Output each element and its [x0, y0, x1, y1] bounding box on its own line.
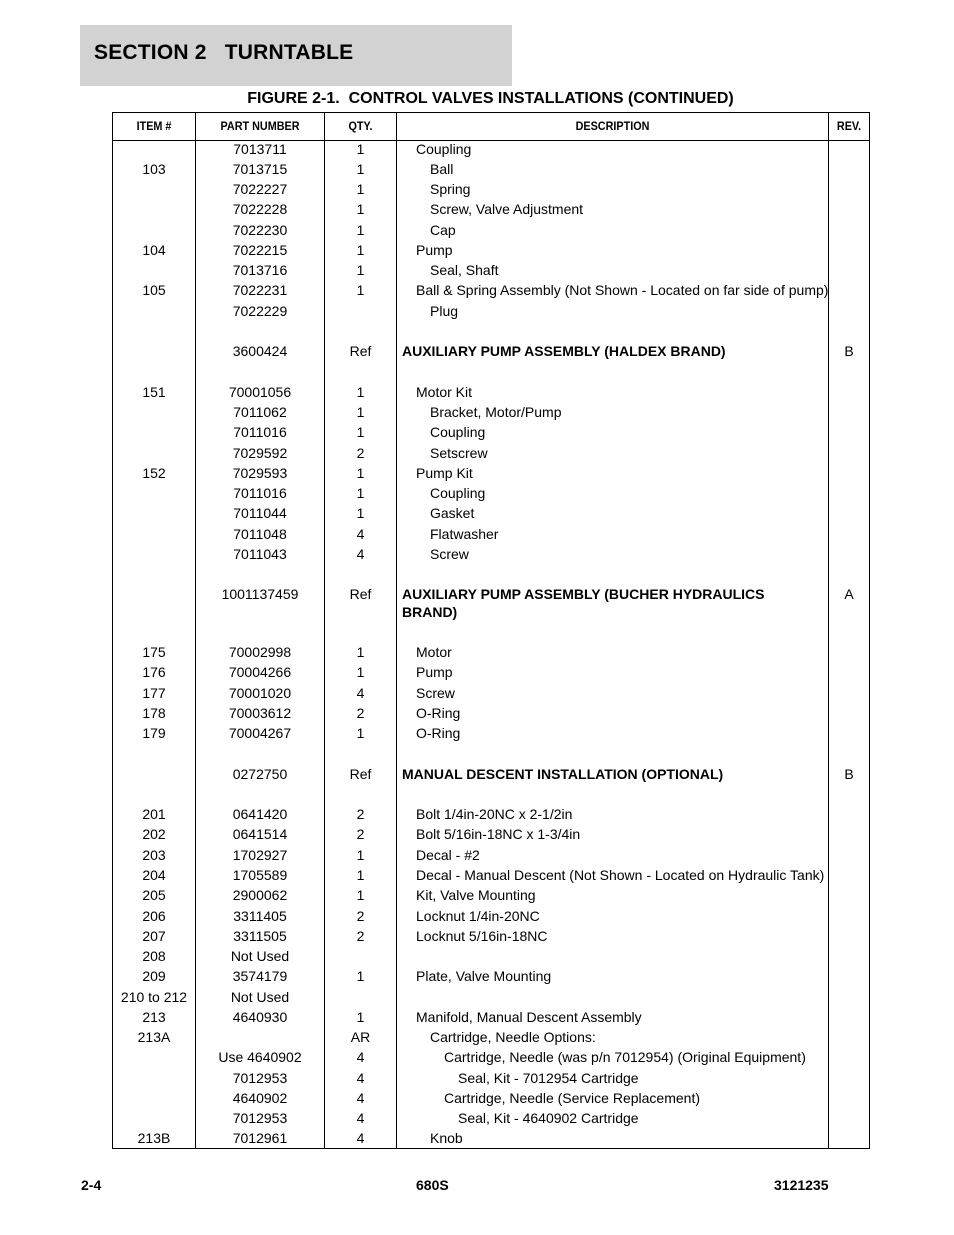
item-number: 176 [142, 664, 166, 680]
item-number: 213B [137, 1130, 171, 1146]
quantity: 1 [356, 262, 365, 278]
quantity: 1 [356, 725, 365, 741]
quantity: 1 [356, 867, 365, 883]
description: Kit, Valve Mounting [416, 887, 536, 903]
item-number: 203 [142, 847, 166, 863]
revision: A [844, 586, 854, 602]
part-number: 7022215 [232, 242, 288, 258]
part-number: 7029593 [232, 465, 288, 481]
part-number: 7029592 [232, 445, 288, 461]
quantity: 1 [356, 201, 365, 217]
description: Seal, Kit - 4640902 Cartridge [458, 1110, 639, 1126]
part-number: 7022228 [232, 201, 288, 217]
description: Motor Kit [416, 384, 473, 400]
quantity: 1 [356, 1009, 365, 1025]
part-number: 70002998 [228, 644, 292, 660]
quantity: 4 [356, 1049, 365, 1065]
part-number: 1001137459 [221, 586, 299, 602]
item-number: 208 [142, 948, 166, 964]
part-number: 70004267 [228, 725, 292, 741]
description: Cartridge, Needle Options: [430, 1029, 596, 1045]
description: MANUAL DESCENT INSTALLATION (OPTIONAL) [402, 766, 724, 782]
quantity: 2 [356, 826, 365, 842]
item-number: 175 [142, 644, 166, 660]
part-number: 7012961 [232, 1130, 288, 1146]
part-number: 7013711 [233, 141, 287, 157]
part-number: 3600424 [232, 343, 288, 359]
description: Gasket [430, 505, 475, 521]
quantity: AR [350, 1029, 371, 1045]
part-number: 0641420 [232, 806, 288, 822]
part-number: 7011043 [233, 546, 287, 562]
quantity: 1 [356, 384, 365, 400]
item-number: 202 [142, 826, 166, 842]
part-number: Not Used [230, 948, 290, 964]
quantity: 1 [356, 887, 365, 903]
part-number: 3311405 [233, 908, 287, 924]
description: O-Ring [416, 705, 461, 721]
item-number: 103 [142, 161, 166, 177]
revision: B [844, 766, 854, 782]
description: Screw [416, 685, 455, 701]
item-number: 178 [142, 705, 166, 721]
quantity: 2 [356, 445, 365, 461]
description: AUXILIARY PUMP ASSEMBLY (BUCHER HYDRAULICS BRAND) [402, 586, 765, 620]
item-number: 206 [142, 908, 166, 924]
part-number: 0272750 [232, 766, 288, 782]
part-number: 0641514 [232, 826, 288, 842]
description: Coupling [416, 141, 472, 157]
description: Cartridge, Needle (was p/n 7012954) (Original Equipment) [444, 1049, 806, 1065]
item-number: 179 [142, 725, 166, 741]
quantity: 1 [356, 161, 365, 177]
column-header-item: ITEM # [136, 119, 172, 133]
parts-table [112, 112, 870, 1149]
item-number: 177 [142, 685, 166, 701]
part-number: 7011016 [233, 424, 287, 440]
description: Pump Kit [416, 465, 473, 481]
part-number: 7011062 [233, 404, 287, 420]
column-header-qty: QTY. [348, 119, 373, 133]
description: Decal - Manual Descent (Not Shown - Located on Hydraulic Tank) [416, 867, 825, 883]
quantity: Ref [349, 586, 372, 602]
description: Screw, Valve Adjustment [430, 201, 584, 217]
part-number: 70003612 [228, 705, 292, 721]
part-number: 7011016 [233, 485, 287, 501]
quantity: 4 [356, 546, 365, 562]
description: Setscrew [430, 445, 488, 461]
description: Flatwasher [430, 526, 499, 542]
quantity: 1 [356, 847, 365, 863]
part-number: 70001056 [228, 384, 292, 400]
quantity: 1 [356, 968, 365, 984]
item-number: 207 [142, 928, 166, 944]
quantity: 1 [356, 242, 365, 258]
part-number: Use 4640902 [218, 1049, 302, 1065]
column-header-rev: REV. [836, 119, 862, 133]
description: Plug [430, 303, 459, 319]
description: O-Ring [416, 725, 461, 741]
description: Knob [430, 1130, 463, 1146]
item-number: 151 [142, 384, 166, 400]
description: Decal - #2 [416, 847, 480, 863]
description: Cartridge, Needle (Service Replacement) [444, 1090, 700, 1106]
page-number: 2-4 [81, 1177, 102, 1193]
quantity: 1 [356, 664, 365, 680]
document-number: 3121235 [774, 1177, 829, 1193]
quantity: 1 [356, 222, 365, 238]
part-number: 3311505 [233, 928, 287, 944]
item-number: 205 [142, 887, 166, 903]
description: Cap [430, 222, 456, 238]
description: Screw [430, 546, 469, 562]
quantity: 4 [356, 685, 365, 701]
revision: B [844, 343, 854, 359]
part-number: 1702927 [232, 847, 288, 863]
quantity: 4 [356, 1130, 365, 1146]
quantity: 4 [356, 1090, 365, 1106]
item-number: 204 [142, 867, 166, 883]
column-header-description: DESCRIPTION [575, 119, 650, 133]
quantity: 4 [356, 1070, 365, 1086]
item-number: 152 [142, 465, 166, 481]
quantity: 2 [356, 928, 365, 944]
part-number: 4640902 [232, 1090, 288, 1106]
item-number: 105 [142, 282, 166, 298]
description: Motor [416, 644, 452, 660]
item-number: 104 [142, 242, 166, 258]
quantity: 1 [356, 644, 365, 660]
part-number: 7022230 [232, 222, 288, 238]
part-number: 7013716 [232, 262, 288, 278]
description: AUXILIARY PUMP ASSEMBLY (HALDEX BRAND) [402, 343, 726, 359]
description: Locknut 1/4in-20NC [416, 908, 540, 924]
quantity: 1 [356, 141, 365, 157]
item-number: 201 [142, 806, 166, 822]
description: Bolt 1/4in-20NC x 2-1/2in [416, 806, 573, 822]
item-number: 213 [142, 1009, 166, 1025]
figure-title: FIGURE 2-1. CONTROL VALVES INSTALLATIONS (CONTINUED) [247, 90, 734, 107]
quantity: 1 [356, 404, 365, 420]
quantity: 1 [356, 424, 365, 440]
section-title: SECTION 2 TURNTABLE [94, 41, 354, 64]
part-number: 4640930 [232, 1009, 288, 1025]
quantity: 1 [356, 282, 365, 298]
part-number: 7022231 [232, 282, 288, 298]
quantity: 1 [356, 465, 365, 481]
item-number: 209 [142, 968, 166, 984]
quantity: 2 [356, 908, 365, 924]
quantity: 2 [356, 806, 365, 822]
quantity: Ref [349, 343, 372, 359]
quantity: 1 [356, 181, 365, 197]
description: Seal, Shaft [430, 262, 499, 278]
part-number: 2900062 [232, 887, 288, 903]
item-number: 213A [137, 1029, 171, 1045]
part-number: 7011044 [233, 505, 287, 521]
column-header-part-number: PART NUMBER [220, 119, 300, 133]
item-number: 210 to 212 [120, 989, 188, 1005]
description: Ball [430, 161, 454, 177]
part-number: Not Used [230, 989, 290, 1005]
description: Spring [430, 181, 471, 197]
description: Coupling [430, 424, 486, 440]
description: Locknut 5/16in-18NC [416, 928, 548, 944]
part-number: 3574179 [232, 968, 288, 984]
part-number: 1705589 [232, 867, 288, 883]
description: Pump [416, 664, 453, 680]
description: Coupling [430, 485, 486, 501]
description: Plate, Valve Mounting [416, 968, 552, 984]
description: Seal, Kit - 7012954 Cartridge [458, 1070, 639, 1086]
part-number: 70004266 [228, 664, 292, 680]
description: Pump [416, 242, 453, 258]
part-number: 7013715 [232, 161, 288, 177]
quantity: 1 [356, 485, 365, 501]
description: Ball & Spring Assembly (Not Shown - Located on far side of pump) [416, 282, 829, 298]
part-number: 7022227 [232, 181, 288, 197]
part-number: 70001020 [228, 685, 292, 701]
part-number: 7012953 [232, 1110, 288, 1126]
part-number: 7011048 [233, 526, 287, 542]
description: Manifold, Manual Descent Assembly [416, 1009, 642, 1025]
quantity: 4 [356, 526, 365, 542]
model-number: 680S [416, 1177, 449, 1193]
description: Bolt 5/16in-18NC x 1-3/4in [416, 826, 581, 842]
quantity: Ref [349, 766, 372, 782]
quantity: 2 [356, 705, 365, 721]
quantity: 4 [356, 1110, 365, 1126]
section-header [80, 25, 512, 86]
part-number: 7012953 [232, 1070, 288, 1086]
part-number: 7022229 [232, 303, 288, 319]
quantity: 1 [356, 505, 365, 521]
description: Bracket, Motor/Pump [430, 404, 562, 420]
